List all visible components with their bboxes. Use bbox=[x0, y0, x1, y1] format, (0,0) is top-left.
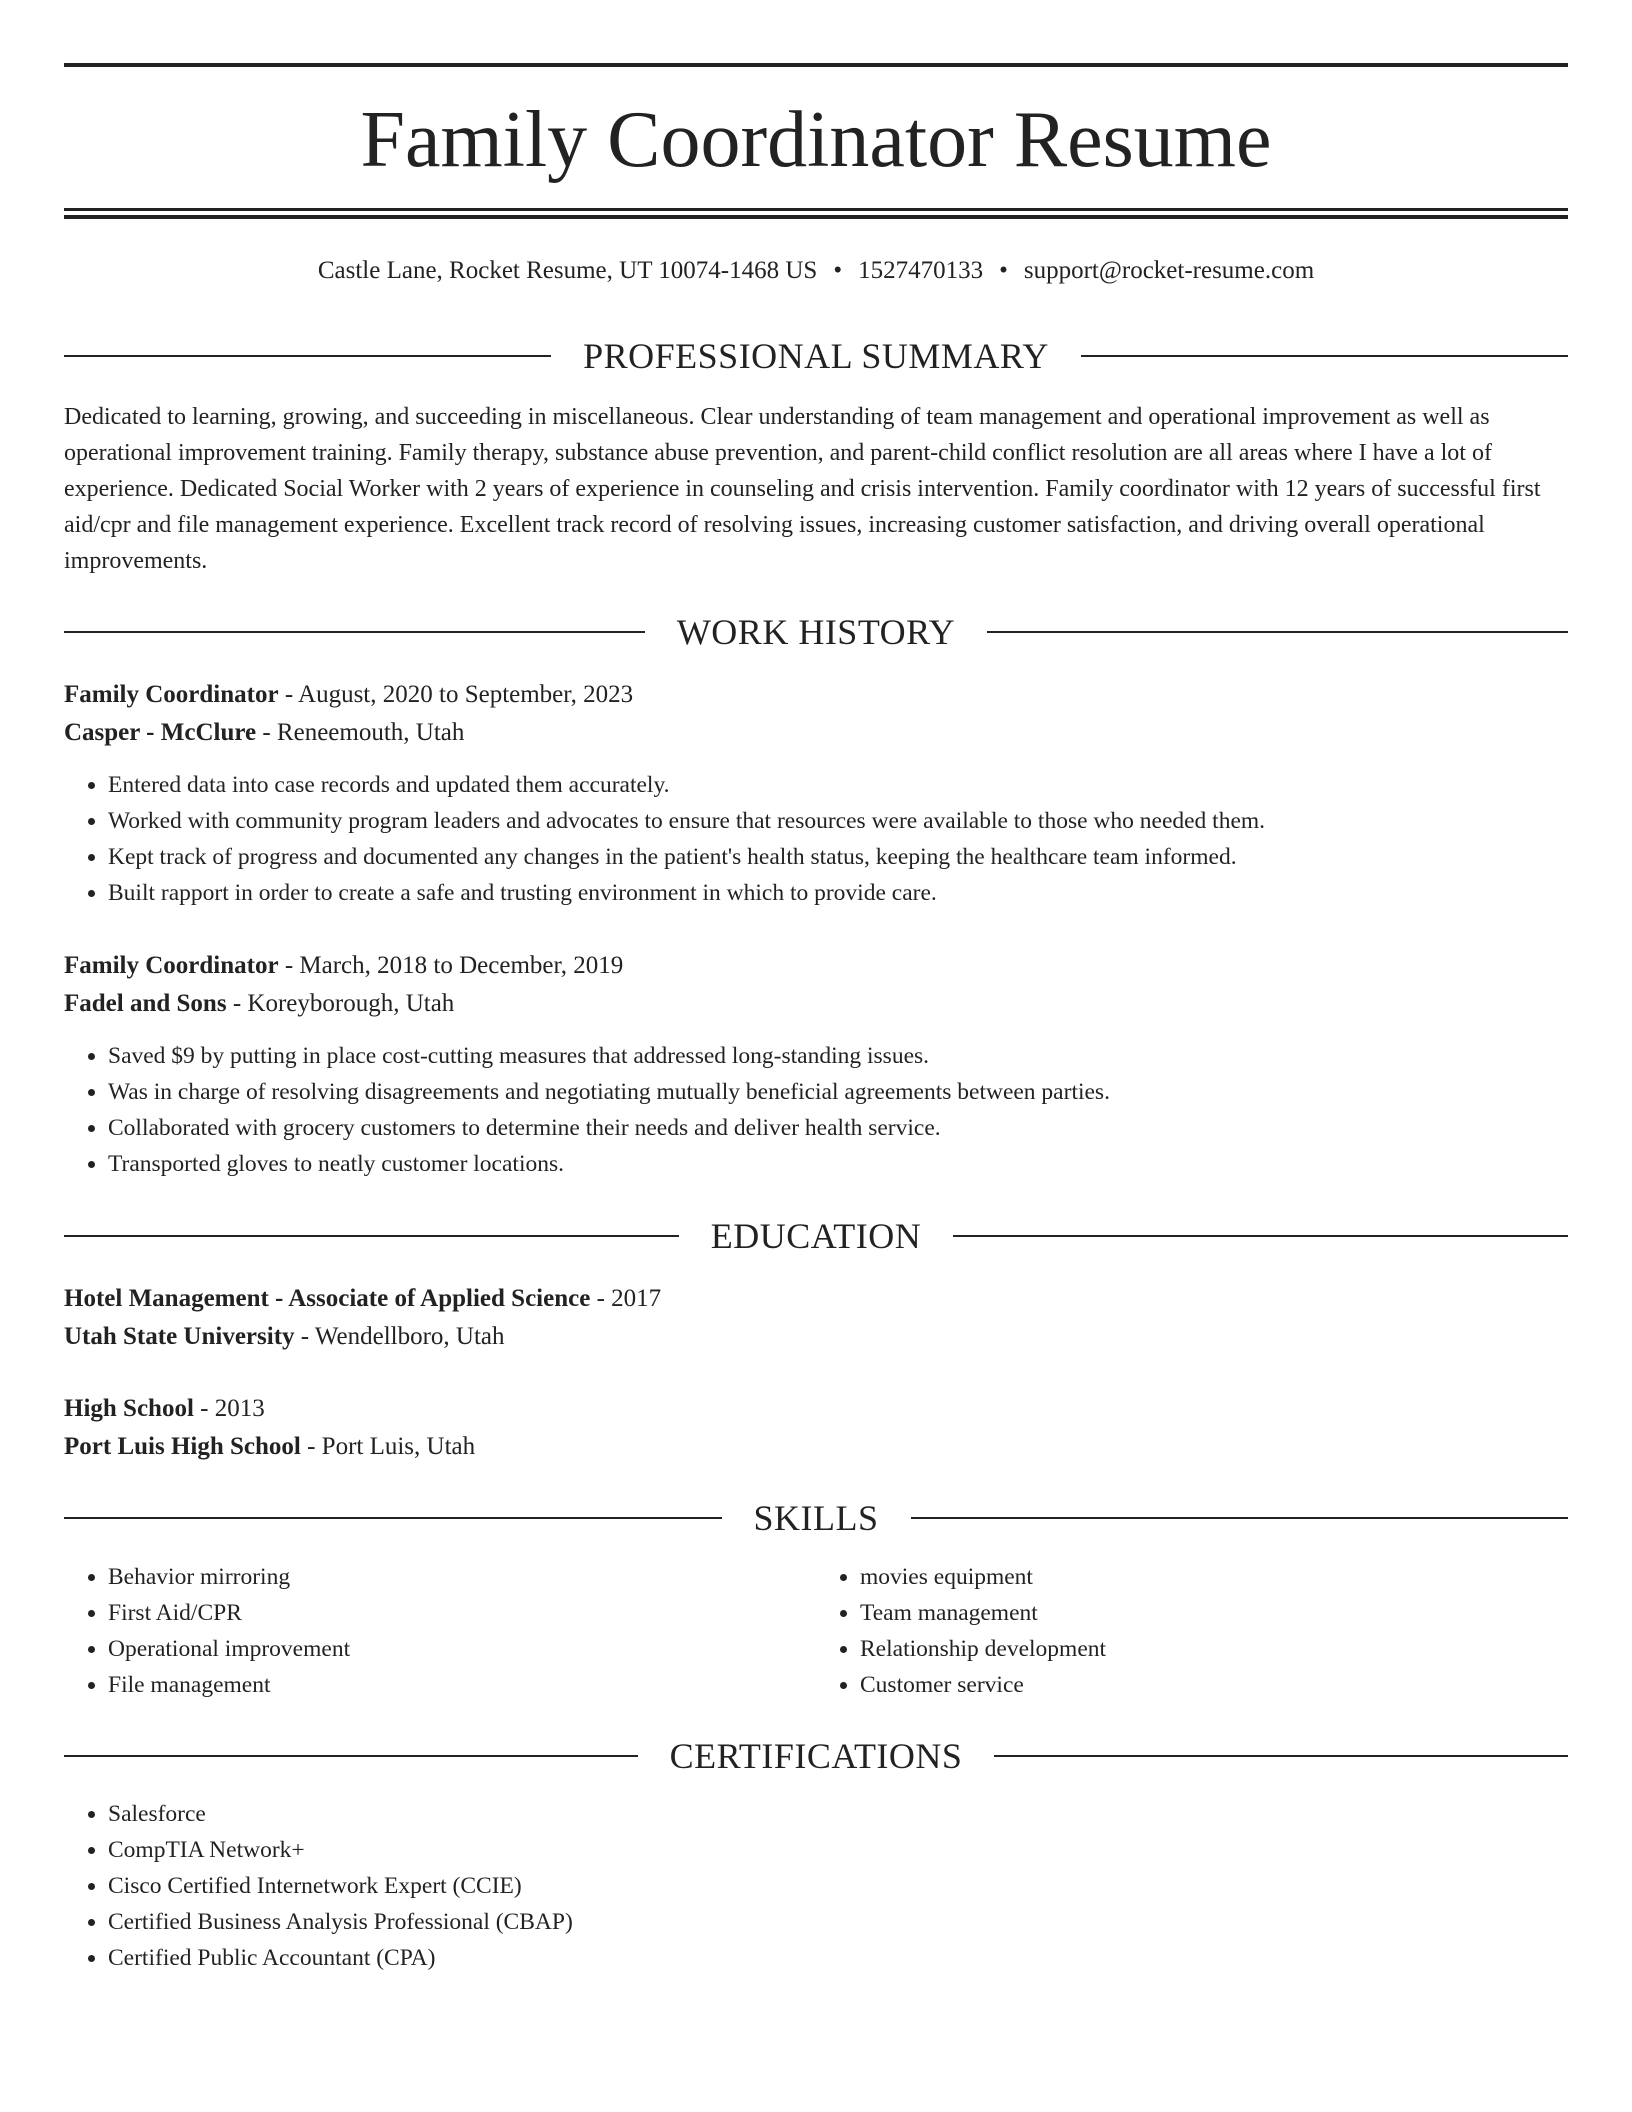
education-location: - Wendellboro, Utah bbox=[294, 1323, 505, 1350]
list-item: • Worked with community program leaders and advocates to ensure that resources were available to those who needed them. bbox=[108, 803, 1574, 839]
list-item: • First Aid/CPR bbox=[108, 1595, 816, 1631]
job-title-line bbox=[64, 676, 1574, 714]
heading-rule bbox=[911, 1517, 1569, 1519]
list-item: • CompTIA Network+ bbox=[108, 1832, 1574, 1868]
section-heading-work-history bbox=[64, 610, 1568, 654]
contact-email[interactable]: support@rocket-resume.com bbox=[1023, 257, 1315, 284]
heading-rule bbox=[64, 1235, 679, 1237]
certifications-section bbox=[64, 1796, 1574, 1976]
section-heading-skills bbox=[64, 1496, 1568, 1540]
list-item: • Was in charge of resolving disagreements and negotiating mutually beneficial agreements between parties. bbox=[108, 1074, 1574, 1110]
contact-separator: • bbox=[999, 257, 1008, 284]
list-item: • Built rapport in order to create a safe and trusting environment in which to provide care. bbox=[108, 875, 1574, 911]
education-degree: Hotel Management - Associate of Applied Science bbox=[64, 1285, 591, 1312]
list-item: • Team management bbox=[860, 1595, 1568, 1631]
list-item: • Salesforce bbox=[108, 1796, 1574, 1832]
job-title: Family Coordinator bbox=[64, 681, 279, 708]
education-degree-line bbox=[64, 1280, 1574, 1318]
list-item: • Entered data into case records and updated them accurately. bbox=[108, 767, 1574, 803]
certifications-list bbox=[64, 1796, 1574, 1976]
list-item: • Certified Public Accountant (CPA) bbox=[108, 1940, 1574, 1976]
summary-text: Dedicated to learning, growing, and succeeding in miscellaneous. Clear understanding of team management and operational improvement as well as operational improvement training. Family therapy, substance abuse prevention, and parent-child conflict resolution are all areas where I have a lot of experience. Dedicated Social Worker with 2 years of experience in counseling and crisis intervention. Family coordinator with 12 years of successful first aid/cpr and file management experience. Excellent track record of resolving issues, increasing customer satisfaction, and driving overall operational improvements. bbox=[64, 404, 1541, 574]
list-item: • Certified Business Analysis Professional (CBAP) bbox=[108, 1904, 1574, 1940]
job-dates: - August, 2020 to September, 2023 bbox=[278, 681, 634, 708]
job-entry bbox=[64, 947, 1574, 1182]
education-school-line bbox=[64, 1428, 1574, 1466]
heading-rule bbox=[1081, 355, 1568, 357]
list-item: • Relationship development bbox=[860, 1631, 1568, 1667]
job-location: - Reneemouth, Utah bbox=[256, 719, 465, 746]
title-double-rule-lower bbox=[64, 215, 1568, 219]
job-bullet-list bbox=[64, 767, 1574, 911]
job-title: Family Coordinator bbox=[64, 952, 279, 979]
education-degree: High School bbox=[64, 1395, 194, 1422]
skills-column-left bbox=[64, 1559, 816, 1703]
heading-rule bbox=[994, 1755, 1568, 1757]
section-title: SKILLS bbox=[753, 1498, 879, 1538]
list-item: • Saved $9 by putting in place cost-cutting measures that addressed long-standing issues. bbox=[108, 1038, 1574, 1074]
job-dates: - March, 2018 to December, 2019 bbox=[278, 952, 624, 979]
job-title-line bbox=[64, 947, 1574, 985]
job-bullet-list bbox=[64, 1038, 1574, 1182]
job-entry bbox=[64, 676, 1574, 911]
education-location: - Port Luis, Utah bbox=[300, 1433, 476, 1460]
list-item: • Collaborated with grocery customers to determine their needs and deliver health service. bbox=[108, 1110, 1574, 1146]
education-school-line bbox=[64, 1318, 1574, 1356]
list-item: • Kept track of progress and documented any changes in the patient's health status, keeping the healthcare team informed. bbox=[108, 839, 1574, 875]
contact-address: Castle Lane, Rocket Resume, UT 10074-1468 US bbox=[317, 257, 818, 284]
section-title: EDUCATION bbox=[710, 1216, 922, 1256]
heading-rule bbox=[64, 1517, 722, 1519]
job-company-line bbox=[64, 985, 1574, 1023]
contact-separator: • bbox=[833, 257, 843, 284]
list-item: • File management bbox=[108, 1667, 816, 1703]
section-heading-summary bbox=[64, 334, 1568, 378]
job-company: Casper - McClure bbox=[64, 719, 257, 746]
list-item: • movies equipment bbox=[860, 1559, 1568, 1595]
contact-phone[interactable]: 1527470133 bbox=[858, 257, 984, 284]
skills-column-right bbox=[816, 1559, 1568, 1703]
education-school: Port Luis High School bbox=[64, 1433, 301, 1460]
job-company-line bbox=[64, 714, 1574, 752]
education-entry bbox=[64, 1280, 1574, 1356]
page-title: Family Coordinator Resume bbox=[360, 96, 1272, 184]
list-item: • Operational improvement bbox=[108, 1631, 816, 1667]
education-school: Utah State University bbox=[64, 1323, 295, 1350]
heading-rule bbox=[953, 1235, 1568, 1237]
section-heading-education bbox=[64, 1214, 1568, 1258]
section-heading-certifications bbox=[64, 1734, 1568, 1778]
heading-rule bbox=[987, 631, 1568, 633]
skills-list bbox=[64, 1559, 1568, 1703]
summary-section bbox=[64, 399, 1574, 579]
list-item: • Cisco Certified Internetwork Expert (CCIE) bbox=[108, 1868, 1574, 1904]
education-entry bbox=[64, 1390, 1574, 1466]
contact-line bbox=[0, 254, 1632, 288]
heading-rule bbox=[64, 631, 645, 633]
section-title: PROFESSIONAL SUMMARY bbox=[583, 336, 1049, 376]
education-year: - 2013 bbox=[193, 1395, 265, 1422]
title-double-rule-upper bbox=[64, 208, 1568, 211]
section-title: WORK HISTORY bbox=[676, 612, 956, 652]
list-item: • Transported gloves to neatly customer locations. bbox=[108, 1146, 1574, 1182]
job-company: Fadel and Sons bbox=[64, 990, 227, 1017]
section-title: CERTIFICATIONS bbox=[669, 1736, 963, 1776]
education-degree-line bbox=[64, 1390, 1574, 1428]
job-location: - Koreyborough, Utah bbox=[226, 990, 455, 1017]
education-year: - 2017 bbox=[590, 1285, 662, 1312]
list-item: • Behavior mirroring bbox=[108, 1559, 816, 1595]
top-rule bbox=[64, 63, 1568, 67]
list-item: • Customer service bbox=[860, 1667, 1568, 1703]
heading-rule bbox=[64, 355, 551, 357]
heading-rule bbox=[64, 1755, 638, 1757]
